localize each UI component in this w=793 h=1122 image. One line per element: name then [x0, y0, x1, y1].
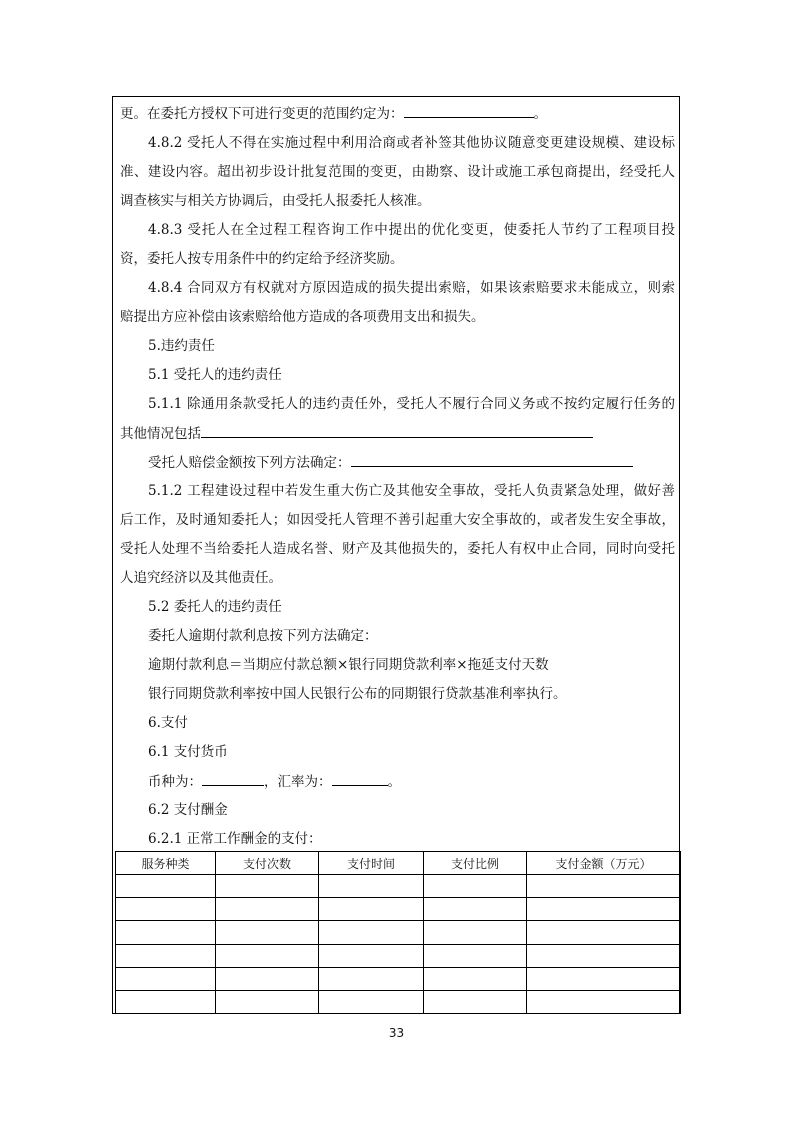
- section-6-2-1-heading: 6.2.1 正常工作酬金的支付：: [148, 831, 322, 847]
- table-cell[interactable]: [319, 875, 424, 898]
- currency-end: 。: [387, 774, 401, 790]
- currency-label: 币种为：: [148, 774, 202, 790]
- other-cases-blank[interactable]: [201, 424, 593, 438]
- clause-5-1-1-line2: [120, 424, 593, 443]
- compensation-label: 受托人赔偿金额按下列方法确定：: [148, 455, 351, 471]
- table-cell[interactable]: [216, 898, 319, 921]
- table-cell[interactable]: [424, 990, 527, 1013]
- page-number: 33: [388, 1026, 405, 1040]
- clause-4-8-2-line2: 准、建设内容。超出初步设计批复范围的变更，由勘察、设计或施工承包商提出，经受托人: [120, 164, 675, 180]
- table-header-row: [116, 852, 681, 875]
- table-cell[interactable]: [527, 921, 681, 944]
- exchange-rate-label: ，汇率为：: [264, 774, 332, 790]
- clause-5-1-2-line2: 后工作，及时通知委托人；如因受托人管理不善引起重大安全事故的，或者发生安全事故，: [120, 512, 675, 528]
- exchange-rate-blank[interactable]: [332, 772, 388, 786]
- table-cell[interactable]: [319, 921, 424, 944]
- currency-blank[interactable]: [202, 772, 264, 786]
- clause-5-1-1-line1: 5.1.1 除通用条款受托人的违约责任外，受托人不履行合同义务或不按约定履行任务的: [148, 396, 675, 412]
- table-row: [116, 921, 681, 944]
- table-cell[interactable]: [424, 967, 527, 990]
- section-6-heading: 6.支付: [148, 715, 188, 731]
- header-payment-count: 支付次数: [216, 852, 319, 875]
- compensation-blank[interactable]: [351, 453, 633, 467]
- clause-5-1-2-line4: 人追究经济以及其他责任。: [120, 570, 282, 586]
- table-row: [116, 875, 681, 898]
- table-row: [116, 898, 681, 921]
- section-5-1-heading: 5.1 受托人的违约责任: [148, 367, 282, 383]
- clause-5-2-line3: 银行同期贷款利率按中国人民银行公布的同期银行贷款基准利率执行。: [148, 686, 567, 702]
- table-cell[interactable]: [319, 990, 424, 1013]
- currency-line: [148, 772, 401, 791]
- header-service-type: 服务种类: [116, 852, 216, 875]
- table-cell[interactable]: [424, 921, 527, 944]
- table-cell[interactable]: [116, 898, 216, 921]
- clause-4-8-4-line2: 赔提出方应补偿由该索赔给他方造成的各项费用支出和损失。: [120, 309, 485, 325]
- table-cell[interactable]: [527, 967, 681, 990]
- clause-5-2-formula: 逾期付款利息＝当期应付款总额×银行同期贷款利率×拖延支付天数: [148, 657, 549, 673]
- table-cell[interactable]: [116, 921, 216, 944]
- clause-4-8-4-line1: 4.8.4 合同双方有权就对方原因造成的损失提出索赔，如果该索赔要求未能成立，则索: [148, 280, 675, 296]
- scope-end: 。: [533, 106, 547, 122]
- section-6-1-heading: 6.1 支付货币: [148, 744, 228, 760]
- table-cell[interactable]: [116, 944, 216, 967]
- table-cell[interactable]: [216, 990, 319, 1013]
- table-cell[interactable]: [527, 898, 681, 921]
- table-cell[interactable]: [424, 944, 527, 967]
- table-cell[interactable]: [319, 898, 424, 921]
- clause-5-1-2-line3: 受托人处理不当给委托人造成名誉、财产及其他损失的，委托人有权中止合同，同时向受托: [120, 541, 675, 557]
- clause-5-1-2-line1: 5.1.2 工程建设过程中若发生重大伤亡及其他安全事故，受托人负责紧急处理，做好善: [148, 483, 675, 499]
- table-cell[interactable]: [216, 875, 319, 898]
- table-cell[interactable]: [116, 990, 216, 1013]
- section-5-heading: 5.违约责任: [148, 338, 215, 354]
- table-row: [116, 967, 681, 990]
- clause-5-2-line1: 委托人逾期付款利息按下列方法确定：: [148, 628, 378, 644]
- table-cell[interactable]: [424, 875, 527, 898]
- table-cell[interactable]: [216, 921, 319, 944]
- scope-text: 更。在委托方授权下可进行变更的范围约定为：: [120, 106, 404, 122]
- header-payment-time: 支付时间: [319, 852, 424, 875]
- table-row: [116, 990, 681, 1013]
- clause-4-8-2-line3: 调查核实与相关方协调后，由受托人报委托人核准。: [120, 193, 431, 209]
- other-cases-label: 其他情况包括: [120, 426, 201, 442]
- table-cell[interactable]: [424, 898, 527, 921]
- section-5-2-heading: 5.2 委托人的违约责任: [148, 599, 282, 615]
- clause-4-8-3-line2: 资，委托人按专用条件中的约定给予经济奖励。: [120, 251, 404, 267]
- header-payment-ratio: 支付比例: [424, 852, 527, 875]
- table-cell[interactable]: [527, 990, 681, 1013]
- clause-4-8-3-line1: 4.8.3 受托人在全过程工程咨询工作中提出的优化变更，使委托人节约了工程项目投: [148, 222, 675, 238]
- header-payment-amount: 支付金额（万元）: [527, 852, 681, 875]
- clause-4-8-2-line1: 4.8.2 受托人不得在实施过程中利用洽商或者补签其他协议随意变更建设规模、建设标: [148, 135, 675, 151]
- clause-5-1-1-line3: [148, 453, 633, 472]
- table-cell[interactable]: [216, 944, 319, 967]
- table-cell[interactable]: [319, 967, 424, 990]
- table-cell[interactable]: [527, 944, 681, 967]
- payment-table: [115, 851, 681, 1014]
- table-row: [116, 944, 681, 967]
- table-cell[interactable]: [527, 875, 681, 898]
- scope-blank[interactable]: [404, 104, 534, 118]
- line-scope: [120, 104, 547, 123]
- table-cell[interactable]: [116, 967, 216, 990]
- section-6-2-heading: 6.2 支付酬金: [148, 802, 228, 818]
- table-cell[interactable]: [116, 875, 216, 898]
- table-cell[interactable]: [216, 967, 319, 990]
- table-cell[interactable]: [319, 944, 424, 967]
